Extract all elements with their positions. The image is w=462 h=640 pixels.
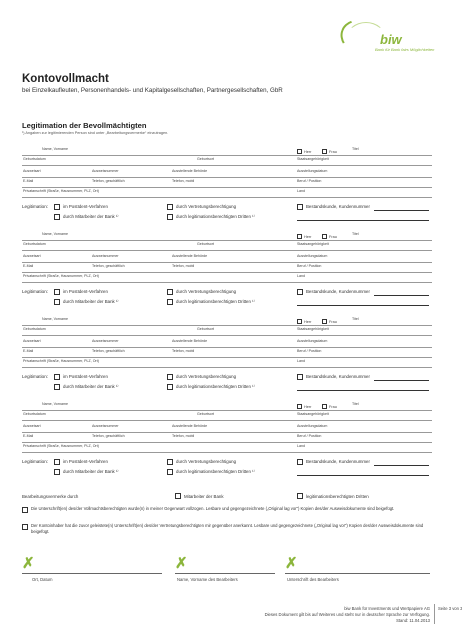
vertretung-checkbox[interactable] — [167, 374, 173, 380]
berechtigte-dritte-label: durch legitimationsberechtigten Dritten ¹⁾ — [176, 384, 255, 389]
section-note: ¹) Angaben zur legitimierenden Person sind unter „Bearbeitungsvermerke“ einzutragen. — [22, 131, 169, 135]
bearbeitung-mitarbeiter-checkbox[interactable] — [175, 493, 181, 499]
titel-label: Titel — [352, 147, 359, 151]
bestandskunde-checkbox[interactable] — [297, 289, 303, 295]
berechtigte-dritte-checkbox[interactable] — [167, 469, 173, 475]
berechtigte-dritte-checkbox[interactable] — [167, 384, 173, 390]
signature-x-icon: ✗ — [22, 555, 35, 572]
herr-label: Herr — [304, 405, 312, 409]
kundennummer-field[interactable] — [374, 465, 429, 466]
address-row — [22, 273, 432, 283]
id-row — [22, 253, 432, 263]
titel-label: Titel — [352, 232, 359, 236]
land-label: Land — [297, 189, 305, 193]
postident-checkbox[interactable] — [54, 289, 60, 295]
name-label: Name, Vorname — [42, 147, 68, 151]
name-row — [22, 316, 432, 326]
address-row — [22, 443, 432, 453]
bestandskunde-checkbox[interactable] — [297, 459, 303, 465]
herr-label: Herr — [304, 235, 312, 239]
mitarbeiter-label: durch Mitarbeiter der Bank ¹⁾ — [63, 469, 119, 474]
mitarbeiter-label: durch Mitarbeiter der Bank ¹⁾ — [63, 384, 119, 389]
vertretung-checkbox[interactable] — [167, 204, 173, 210]
birth-row — [22, 156, 432, 166]
postident-label: im PostIdent-Verfahren — [63, 204, 108, 209]
geburtsort-label: Geburtsort — [197, 157, 214, 161]
legitimation-row — [22, 372, 432, 396]
postident-label: im PostIdent-Verfahren — [63, 374, 108, 379]
privatanschrift-label: Privatanschrift (Straße, Hausnummer, PLZ, Ort) — [23, 189, 99, 193]
beruf-label: Beruf / Position — [297, 349, 322, 353]
staatsangehoerigkeit-label: Staatsangehörigkeit — [297, 327, 329, 331]
geburtsdatum-label: Geburtsdatum — [23, 242, 46, 246]
name-label: Name, Vorname — [42, 232, 68, 236]
telefon-geschaeftlich-label: Telefon, geschäftlich — [92, 264, 125, 268]
name-row — [22, 401, 432, 411]
unterschrift-label: Unterschrift des Bearbeiters — [287, 577, 339, 582]
bearbeitung-label: Bearbeitungsvermerke durch — [22, 494, 79, 499]
birth-row — [22, 241, 432, 251]
land-label: Land — [297, 274, 305, 278]
address-row — [22, 188, 432, 198]
bearbeiter-line[interactable] — [175, 573, 275, 574]
legitimation-row — [22, 287, 432, 311]
herr-label: Herr — [304, 320, 312, 324]
bearbeitung-mitarbeiter-label: Mitarbeiter der Bank — [184, 494, 224, 499]
ausweisart-label: Ausweisart — [23, 424, 41, 428]
confirmation-2-checkbox[interactable] — [22, 524, 28, 530]
frau-label: Frau — [329, 405, 337, 409]
page-subtitle: bei Einzelkaufleuten, Personenhandels- und Kapitalgesellschaften, Partnergesellschaften, GbR — [22, 87, 283, 94]
ausweisart-label: Ausweisart — [23, 339, 41, 343]
email-label: E-Mail — [23, 434, 34, 438]
telefon-geschaeftlich-label: Telefon, geschäftlich — [92, 349, 125, 353]
bank-logo — [340, 20, 440, 60]
postident-checkbox[interactable] — [54, 374, 60, 380]
berechtigte-dritte-checkbox[interactable] — [167, 299, 173, 305]
kundennummer-field[interactable] — [374, 380, 429, 381]
land-label: Land — [297, 444, 305, 448]
kundennummer-field[interactable] — [374, 295, 429, 296]
ausstellungsdatum-label: Ausstellungsdatum — [297, 424, 328, 428]
frau-label: Frau — [329, 320, 337, 324]
vertretung-checkbox[interactable] — [167, 289, 173, 295]
logo-text: biw — [380, 32, 402, 47]
signature-x-icon: ✗ — [175, 555, 188, 572]
address-row — [22, 358, 432, 368]
bestandskunde-checkbox[interactable] — [297, 204, 303, 210]
footer — [255, 606, 430, 624]
ort-datum-label: Ort, Datum — [32, 577, 53, 582]
frau-label: Frau — [329, 235, 337, 239]
ausweisnummer-label: Ausweisnummer — [92, 424, 119, 428]
bearbeiter-label: Name, Vorname des Bearbeiters — [177, 577, 238, 582]
footer-bank: biw Bank für Investments und Wertpapiere AG — [344, 606, 430, 611]
ausweisnummer-label: Ausweisnummer — [92, 169, 119, 173]
page-number: Seite 3 von 3 — [438, 606, 462, 611]
vertretung-label: durch Vertretungsberechtigung — [176, 374, 237, 379]
name-row — [22, 146, 432, 156]
bestandskunde-label: Bestandskunde, Kundennummer — [306, 204, 370, 209]
herr-checkbox[interactable] — [297, 234, 302, 239]
birth-row — [22, 326, 432, 336]
mitarbeiter-checkbox[interactable] — [54, 299, 60, 305]
legitimation-row — [22, 202, 432, 226]
land-label: Land — [297, 359, 305, 363]
mitarbeiter-label: durch Mitarbeiter der Bank ¹⁾ — [63, 214, 119, 219]
frau-checkbox[interactable] — [322, 404, 327, 409]
postident-checkbox[interactable] — [54, 204, 60, 210]
bearbeitung-dritte-checkbox[interactable] — [297, 493, 303, 499]
id-row — [22, 338, 432, 348]
birth-row — [22, 411, 432, 421]
telefon-mobil-label: Telefon, mobil — [172, 349, 195, 353]
titel-label: Titel — [352, 402, 359, 406]
ausweisnummer-label: Ausweisnummer — [92, 254, 119, 258]
confirmation-2-text: Der Kontoinhaber hat die zuvor geleistete(n) Unterschrift(en) des/der Vertretungsberechtigten mir gegenüber anerkannt. Lesbare und gegengezeichnete („Original lag vor“) Kopien des/der Ausweisdokumente sind beigefügt. — [31, 523, 424, 534]
bestandskunde-label: Bestandskunde, Kundennummer — [306, 289, 370, 294]
email-label: E-Mail — [23, 349, 34, 353]
mitarbeiter-checkbox[interactable] — [54, 469, 60, 475]
kundennummer-field[interactable] — [374, 210, 429, 211]
ort-datum-line[interactable] — [22, 573, 162, 574]
staatsangehoerigkeit-label: Staatsangehörigkeit — [297, 157, 329, 161]
postident-label: im PostIdent-Verfahren — [63, 289, 108, 294]
beruf-label: Beruf / Position — [297, 264, 322, 268]
bestandskunde-checkbox[interactable] — [297, 374, 303, 380]
telefon-mobil-label: Telefon, mobil — [172, 179, 195, 183]
titel-label: Titel — [352, 317, 359, 321]
name-row — [22, 231, 432, 241]
geburtsdatum-label: Geburtsdatum — [23, 327, 46, 331]
kundennummer-field-2[interactable] — [297, 220, 429, 221]
ausweisnummer-label: Ausweisnummer — [92, 339, 119, 343]
bestandskunde-label: Bestandskunde, Kundennummer — [306, 459, 370, 464]
contact-row — [22, 433, 432, 443]
frau-checkbox[interactable] — [322, 234, 327, 239]
herr-checkbox[interactable] — [297, 149, 302, 154]
vertretung-label: durch Vertretungsberechtigung — [176, 204, 237, 209]
contact-row — [22, 348, 432, 358]
legitimation-row — [22, 457, 432, 481]
name-label: Name, Vorname — [42, 317, 68, 321]
contact-row — [22, 263, 432, 273]
behoerde-label: Ausstellende Behörde — [172, 254, 208, 258]
confirmation-1-text: Die Unterschrift(en) des/der Vollmachtsberechtigten wurde(n) in meiner Gegenwart vollzogen. Lesbare und gegengezeichnete („Original lag vor“) Kopien des/der Ausweisdokumente sind beigefügt. — [31, 506, 395, 511]
kundennummer-field-2[interactable] — [297, 390, 429, 391]
geburtsdatum-label: Geburtsdatum — [23, 157, 46, 161]
privatanschrift-label: Privatanschrift (Straße, Hausnummer, PLZ, Ort) — [23, 444, 99, 448]
vertretung-checkbox[interactable] — [167, 459, 173, 465]
privatanschrift-label: Privatanschrift (Straße, Hausnummer, PLZ, Ort) — [23, 274, 99, 278]
telefon-mobil-label: Telefon, mobil — [172, 264, 195, 268]
behoerde-label: Ausstellende Behörde — [172, 169, 208, 173]
bestandskunde-label: Bestandskunde, Kundennummer — [306, 374, 370, 379]
contact-row — [22, 178, 432, 188]
postident-label: im PostIdent-Verfahren — [63, 459, 108, 464]
berechtigte-dritte-checkbox[interactable] — [167, 214, 173, 220]
beruf-label: Beruf / Position — [297, 434, 322, 438]
footer-stand: Stand: 11.04.2013 — [396, 618, 430, 623]
section-title: Legitimation der Bevollmächtigten — [22, 121, 147, 130]
kundennummer-field-2[interactable] — [297, 305, 429, 306]
email-label: E-Mail — [23, 179, 34, 183]
vertretung-label: durch Vertretungsberechtigung — [176, 289, 237, 294]
privatanschrift-label: Privatanschrift (Straße, Hausnummer, PLZ, Ort) — [23, 359, 99, 363]
kundennummer-field-2[interactable] — [297, 475, 429, 476]
footer-note: Dieses Dokument gilt bis auf Weiteres und steht nur in deutscher Sprache zur Verfügung. — [264, 612, 430, 617]
legitimation-label: Legitimation: — [22, 459, 49, 464]
frau-checkbox[interactable] — [322, 319, 327, 324]
staatsangehoerigkeit-label: Staatsangehörigkeit — [297, 412, 329, 416]
id-row — [22, 423, 432, 433]
ausstellungsdatum-label: Ausstellungsdatum — [297, 254, 328, 258]
legitimation-label: Legitimation: — [22, 374, 49, 379]
geburtsort-label: Geburtsort — [197, 412, 214, 416]
ausweisart-label: Ausweisart — [23, 169, 41, 173]
frau-checkbox[interactable] — [322, 149, 327, 154]
berechtigte-dritte-label: durch legitimationsberechtigten Dritten ¹⁾ — [176, 214, 255, 219]
telefon-geschaeftlich-label: Telefon, geschäftlich — [92, 434, 125, 438]
beruf-label: Beruf / Position — [297, 179, 322, 183]
telefon-mobil-label: Telefon, mobil — [172, 434, 195, 438]
staatsangehoerigkeit-label: Staatsangehörigkeit — [297, 242, 329, 246]
signature-x-icon: ✗ — [285, 555, 298, 572]
herr-label: Herr — [304, 150, 312, 154]
postident-checkbox[interactable] — [54, 459, 60, 465]
logo-tagline: Bank für Bank fairs Möglichkeiten — [375, 47, 435, 52]
confirmation-1-checkbox[interactable] — [22, 507, 28, 513]
berechtigte-dritte-label: durch legitimationsberechtigten Dritten ¹⁾ — [176, 469, 255, 474]
id-row — [22, 168, 432, 178]
bearbeitung-dritte-label: legitimationsberechtigten Dritten — [306, 494, 369, 499]
legitimation-label: Legitimation: — [22, 204, 49, 209]
ausstellungsdatum-label: Ausstellungsdatum — [297, 169, 328, 173]
mitarbeiter-label: durch Mitarbeiter der Bank ¹⁾ — [63, 299, 119, 304]
mitarbeiter-checkbox[interactable] — [54, 214, 60, 220]
geburtsort-label: Geburtsort — [197, 327, 214, 331]
legitimation-label: Legitimation: — [22, 289, 49, 294]
footer-divider — [434, 604, 435, 624]
berechtigte-dritte-label: durch legitimationsberechtigten Dritten ¹⁾ — [176, 299, 255, 304]
vertretung-label: durch Vertretungsberechtigung — [176, 459, 237, 464]
geburtsdatum-label: Geburtsdatum — [23, 412, 46, 416]
page-title: Kontovollmacht — [22, 73, 109, 85]
email-label: E-Mail — [23, 264, 34, 268]
herr-checkbox[interactable] — [297, 404, 302, 409]
frau-label: Frau — [329, 150, 337, 154]
behoerde-label: Ausstellende Behörde — [172, 424, 208, 428]
geburtsort-label: Geburtsort — [197, 242, 214, 246]
herr-checkbox[interactable] — [297, 319, 302, 324]
behoerde-label: Ausstellende Behörde — [172, 339, 208, 343]
telefon-geschaeftlich-label: Telefon, geschäftlich — [92, 179, 125, 183]
name-label: Name, Vorname — [42, 402, 68, 406]
ausweisart-label: Ausweisart — [23, 254, 41, 258]
unterschrift-line[interactable] — [285, 573, 430, 574]
ausstellungsdatum-label: Ausstellungsdatum — [297, 339, 328, 343]
mitarbeiter-checkbox[interactable] — [54, 384, 60, 390]
